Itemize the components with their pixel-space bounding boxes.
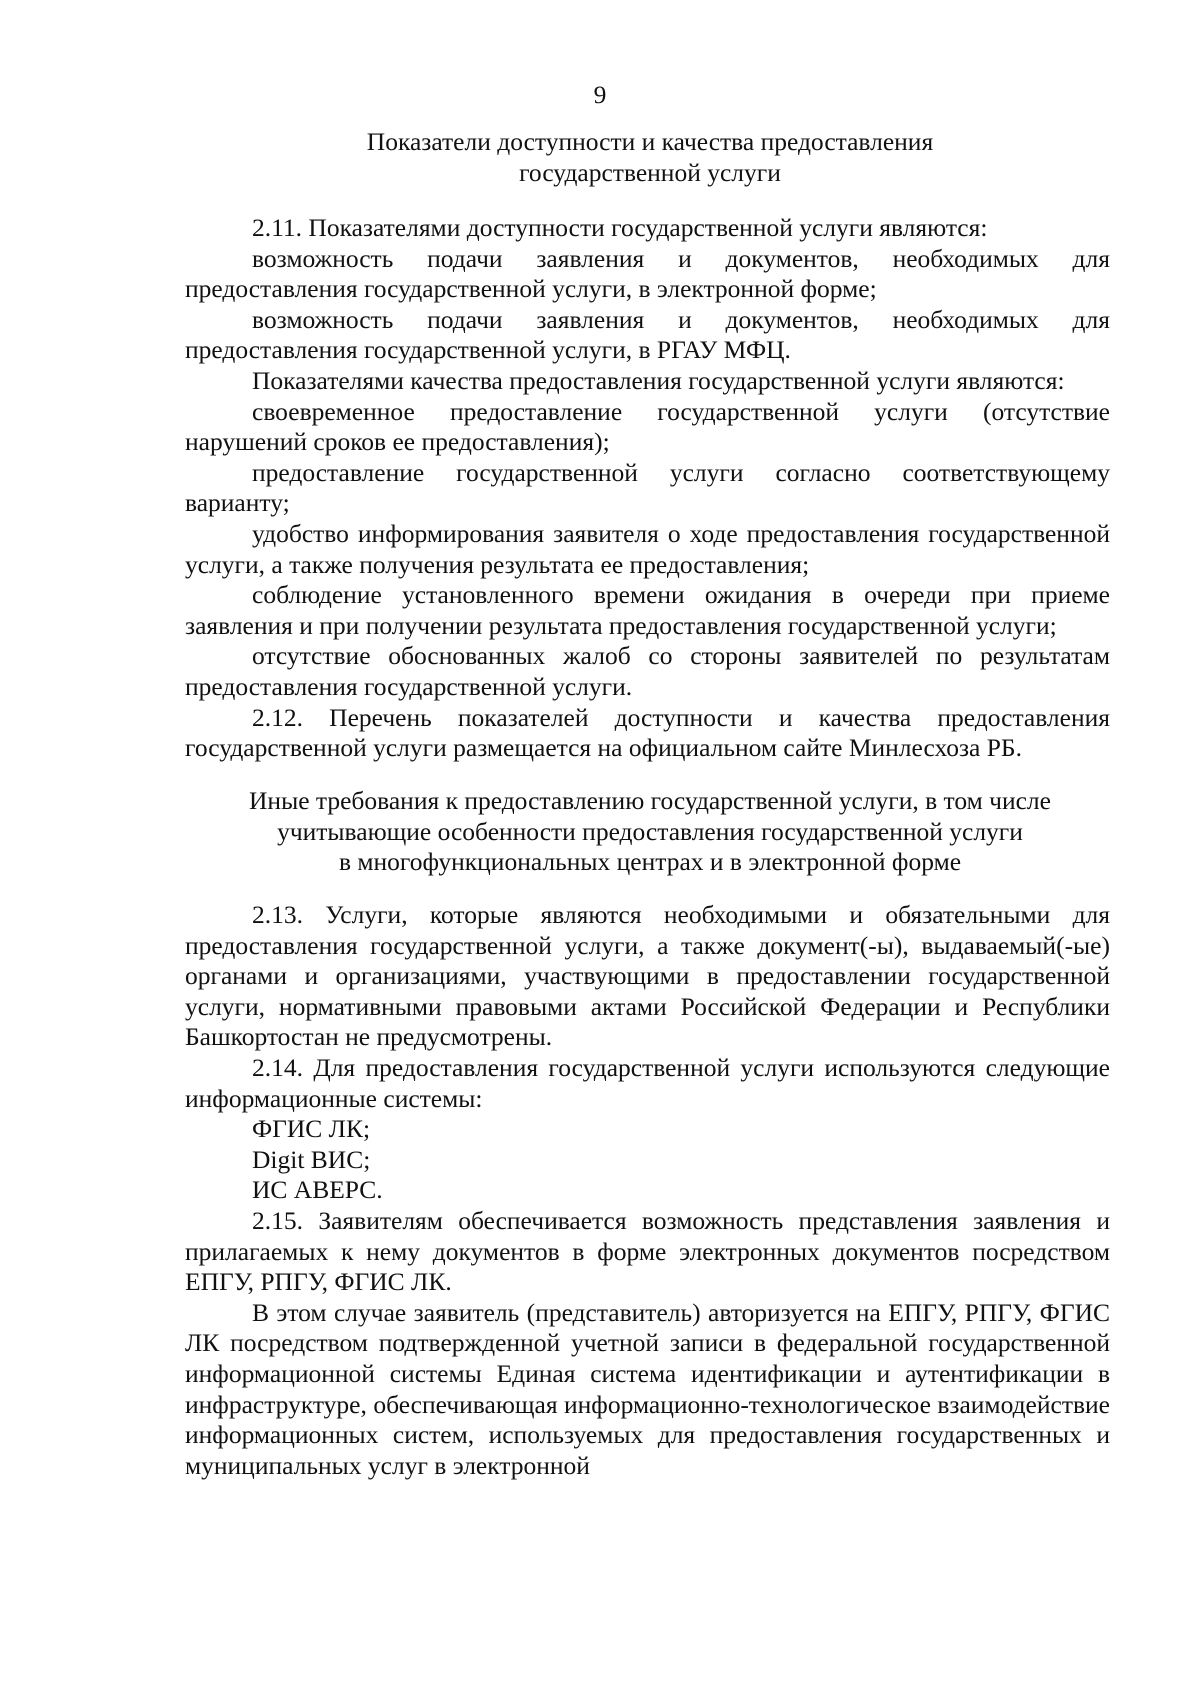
section-body-availability bbox=[185, 213, 1110, 764]
paragraph: удобство информирования заявителя о ходе предоставления государственной услуги, а также получения результата ее предоставления; bbox=[185, 518, 1110, 579]
paragraph-2-15: 2.15. Заявителям обеспечивается возможность представления заявления и прилагаемых к нему документов в форме электронных документов посредством ЕПГУ, РПГУ, ФГИС ЛК. bbox=[185, 1205, 1110, 1297]
page-number: 9 bbox=[593, 80, 607, 109]
paragraph-2-11: 2.11. Показателями доступности государственной услуги являются: bbox=[252, 213, 988, 242]
paragraph: возможность подачи заявления и документов, необходимых для предоставления государственной услуги, в электронной форме; bbox=[185, 243, 1110, 304]
paragraph: отсутствие обоснованных жалоб со стороны заявителей по результатам предоставления государственной услуги. bbox=[185, 641, 1110, 701]
paragraph-2-12: 2.12. Перечень показателей доступности и качества предоставления государственной услуги размещается на официальном сайте Минлесхоза РБ. bbox=[185, 702, 1110, 763]
system-item: Digit ВИС; bbox=[252, 1144, 371, 1174]
heading-line: в многофункциональных центрах и в электронной форме bbox=[338, 847, 962, 877]
section-heading-other-requirements bbox=[180, 786, 1120, 878]
heading-line: Иные требования к предоставлению государственной услуги, в том числе bbox=[249, 786, 1051, 815]
paragraph: Показателями качества предоставления государственной услуги являются: bbox=[252, 365, 1065, 395]
section-heading-availability bbox=[180, 127, 1120, 188]
section-body-other-requirements bbox=[185, 900, 1110, 1481]
heading-line: Показатели доступности и качества предоставления bbox=[366, 127, 934, 156]
heading-line: учитывающие особенности предоставления государственной услуги bbox=[277, 816, 1023, 846]
system-item: ФГИС ЛК; bbox=[252, 1114, 371, 1144]
system-item: ИС АВЕРС. bbox=[252, 1175, 383, 1205]
paragraph-2-14: 2.14. Для предоставления государственной услуги используются следующие информационные системы: bbox=[185, 1052, 1110, 1113]
paragraph-authorization: В этом случае заявитель (представитель) авторизуется на ЕПГУ, РПГУ, ФГИС ЛК посредством подтвержденной учетной записи в федеральной государственной информационной системы Единая система идентификации и аутентификации в инфраструктуре, обеспечивающая информационно-технологическое взаимодействие информационных систем, используемых для предоставления государственных и муниципальных услуг в электронной bbox=[185, 1297, 1110, 1480]
paragraph: соблюдение установленного времени ожидания в очереди при приеме заявления и при получении результата предоставления государственной услуги; bbox=[185, 580, 1110, 640]
paragraph: своевременное предоставление государственной услуги (отсутствие нарушений сроков ее предоставления); bbox=[185, 396, 1110, 457]
paragraph: возможность подачи заявления и документов, необходимых для предоставления государственной услуги, в РГАУ МФЦ. bbox=[185, 304, 1110, 365]
paragraph-2-13: 2.13. Услуги, которые являются необходимыми и обязательными для предоставления государственной услуги, а также документ(-ы), выдаваемый(-ые) органами и организациями, участвующими в предоставлении государственной услуги, нормативными правовыми актами Российской Федерации и Республики Башкортостан не предусмотрены. bbox=[185, 900, 1110, 1052]
paragraph: предоставление государственной услуги согласно соответствующему варианту; bbox=[185, 457, 1110, 518]
heading-line: государственной услуги bbox=[519, 157, 781, 187]
